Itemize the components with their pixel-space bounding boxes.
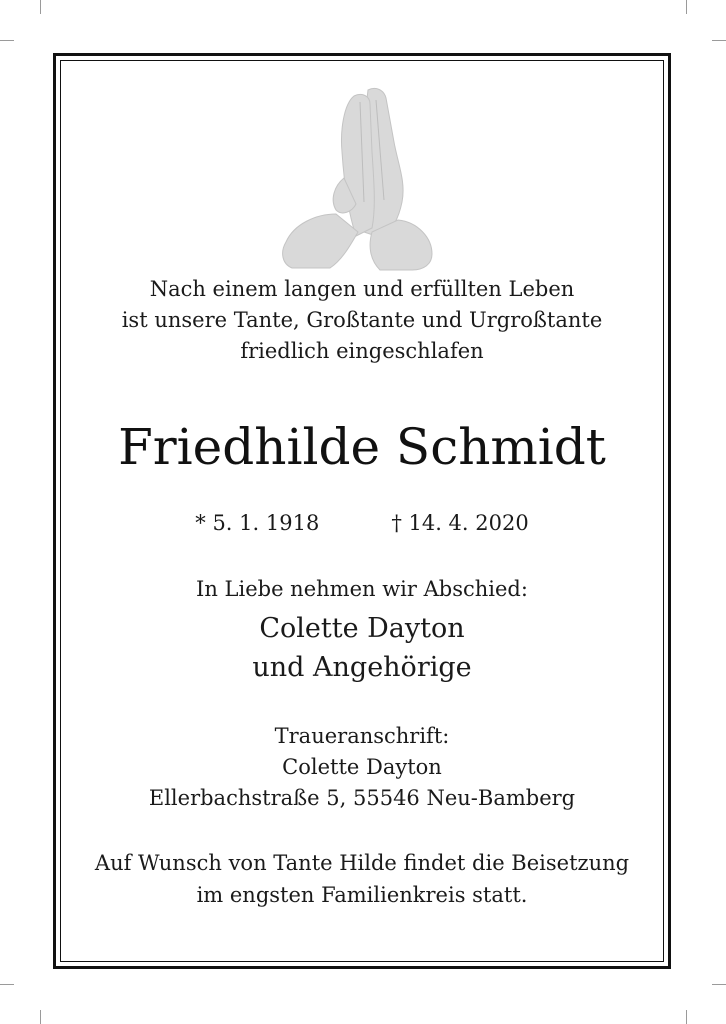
crop-mark-left-bottom	[0, 984, 14, 985]
death-date: † 14. 4. 2020	[391, 511, 529, 535]
mourning-address	[60, 721, 664, 814]
intro-text	[60, 274, 664, 367]
mourner-line: Colette Dayton	[259, 613, 465, 644]
address-street: Ellerbachstraße 5, 55546 Neu-Bamberg	[148, 786, 576, 810]
intro-line: Nach einem langen und erfüllten Leben	[149, 277, 575, 301]
praying-hands-icon	[272, 82, 442, 272]
crop-mark-bottom-right	[686, 1010, 687, 1024]
burial-note	[60, 847, 664, 911]
crop-mark-top-left	[40, 0, 41, 14]
farewell-heading: In Liebe nehmen wir Abschied:	[196, 577, 528, 601]
birth-date: * 5. 1. 1918	[195, 511, 320, 535]
note-line: Auf Wunsch von Tante Hilde findet die Beisetzung	[94, 851, 630, 875]
mourner-line: und Angehörige	[252, 652, 472, 683]
crop-mark-right-top	[712, 40, 726, 41]
intro-line: ist unsere Tante, Großtante und Urgroßtante	[121, 308, 603, 332]
crop-mark-bottom-left	[40, 1010, 41, 1024]
crop-mark-right-bottom	[712, 984, 726, 985]
address-label: Traueranschrift:	[274, 724, 450, 748]
mourners	[60, 609, 664, 687]
deceased-name: Friedhilde Schmidt	[118, 418, 606, 476]
intro-line: friedlich eingeschlafen	[240, 339, 484, 363]
life-dates	[60, 508, 664, 538]
crop-mark-top-right	[686, 0, 687, 14]
crop-mark-left-top	[0, 40, 14, 41]
note-line: im engsten Familienkreis statt.	[196, 883, 528, 907]
address-name: Colette Dayton	[282, 755, 442, 779]
